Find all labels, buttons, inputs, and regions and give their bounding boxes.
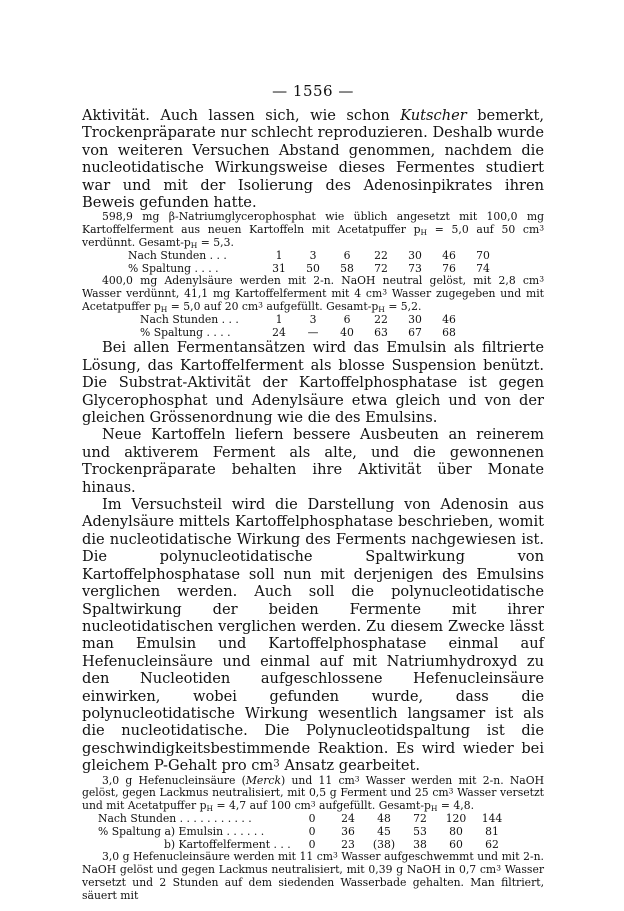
row-label: % Spaltung a) Emulsin . . . . . .: [98, 824, 265, 838]
page-number: — 1556 —: [272, 82, 354, 100]
experiment-3-text: 3,0 g Hefenucleinsäure (Merck) und 11 $cm^3$ Wasser werden mit 2-n. NaOH gelöst, gegen Lackmus neutralisiert, mit 0,5 g Ferment und 25 $cm^3$ Wasser versetzt und mit Acetatpuffer $p_H = 4,7$ auf 100 $cm^3$ aufgefüllt. Gesamt-$p_H = 4,8$.: [82, 773, 544, 814]
table-row: Nach Stunden . . . 1 3 6 22 30 46 70: [128, 248, 490, 262]
table-row: Nach Stunden . . . . . . . . . . . 0 24 48 72 120 144: [98, 811, 503, 825]
paragraph-3: Neue Kartoffeln liefern bessere Ausbeuten an reinerem und aktiverem Ferment als alte, und die gewonnenen Trockenpräparate behalten ihre Aktivität über Monate hinaus.: [82, 426, 544, 496]
table-row: b) Kartoffelferment . . . 0 23 (38) 38 60 62: [98, 839, 510, 852]
row-label: Nach Stunden . . .: [140, 312, 239, 326]
experiment-2-table: [140, 314, 466, 340]
paragraph-1: Aktivität. Auch lassen sich, wie schon Kutscher bemerkt, Trockenpräparate nur schlecht reproduzieren. Deshalb wurde von weiteren Versuchen Abstand genommen, nachdem die nucleotidatische Wirkungsweise dieses Fermentes studiert war und mit der Isolierung des Adenosinpikrates ihren Beweis gefunden hatte.: [82, 107, 544, 212]
supplier-name: Merck: [245, 773, 282, 787]
table-row: % Spaltung . . . . 24 — 40 63 67 68: [140, 325, 456, 339]
row-label: b) Kartoffelferment . . .: [164, 837, 291, 851]
experiment-1-table: [128, 250, 500, 276]
table-row: % Spaltung . . . . 31 50 58 72 73 76 74: [128, 261, 490, 275]
experiment-2-text: 400,0 mg Adenylsäure werden mit 2-n. NaOH neutral gelöst, mit 2,8 $cm^3$ Wasser verdünnt, 41,1 mg Kartoffelferment mit 4 $cm^3$ Wasser zugegeben und mit Acetatpuffer $p_H = 5,0$ auf 20 $cm^3$ aufgefüllt. Gesamt-$p_H = 5,2$.: [82, 274, 544, 314]
experiment-4-text: 3,0 g Hefenucleinsäure werden mit 11 $cm^3$ Wasser aufgeschwemmt und mit 2-n. NaOH gelöst und gegen Lackmus neutralisiert, mit 0,39 g NaOH in 0,7 $cm^3$ Wasser versetzt und 2 Stunden auf dem siedenden Wasserbade gehalten. Man filtriert, säuert mit: [82, 850, 544, 902]
experiment-3-table: [98, 813, 510, 851]
row-label: Nach Stunden . . . . . . . . . . .: [98, 811, 252, 825]
author-name: Kutscher: [400, 107, 467, 124]
row-label: % Spaltung . . . .: [128, 261, 219, 275]
paragraph-2: Bei allen Fermentansätzen wird das Emulsin als filtrierte Lösung, das Kartoffelferment als blosse Suspension benützt. Die Substrat-Aktivität der Kartoffelphosphatase ist gegen Glycerophosphat und Adenylsäure etwa gleich und von der gleichen Grössenordnung wie die des Emulsins.: [82, 339, 544, 427]
table-row: Nach Stunden . . . 1 3 6 22 30 46: [140, 312, 456, 326]
row-label: % Spaltung . . . .: [140, 325, 231, 339]
page: [82, 82, 544, 903]
paragraph-4: Im Versuchsteil wird die Darstellung von Adenosin aus Adenylsäure mittels Kartoffelphosphatase beschrieben, womit die nucleotidatische Wirkung des Ferments nachgewiesen ist. Die polynucleotidatische Spaltwirkung von Kartoffelphosphatase soll nun mit derjenigen des Emulsins verglichen werden. Auch soll die polynucleotidatische Spaltwirkung der beiden Fermente mit ihrer nucleotidatischen verglichen werden. Zu diesem Zwecke lässt man Emulsin und Kartoffelphosphatase einmal auf Hefenucleinsäure und einmal auf mit Natriumhydroxyd zu den Nucleotiden aufgeschlossene Hefenucleinsäure einwirken, wobei gefunden wurde, dass die polynucleotidatische Wirkung wesentlich langsamer ist als die nucleotidatische. Die Polynucleotidspaltung ist die geschwindigkeitsbestimmende Reaktion. Es wird wieder bei gleichem P-Gehalt pro $cm^3$ Ansatz gearbeitet.: [82, 496, 544, 775]
row-label: Nach Stunden . . .: [128, 248, 227, 262]
experiment-1-text: 598,9 mg β-Natriumglycerophosphat wie üblich angesetzt mit 100,0 mg Kartoffelferment aus neuen Kartoffeln mit Acetatpuffer $p_H = 5,0$ auf 50 $cm^3$ verdünnt. Gesamt-$p_H = 5,3$.: [82, 210, 544, 250]
table-row: % Spaltung a) Emulsin . . . . . . 0 36 45 53 80 81: [98, 824, 499, 838]
